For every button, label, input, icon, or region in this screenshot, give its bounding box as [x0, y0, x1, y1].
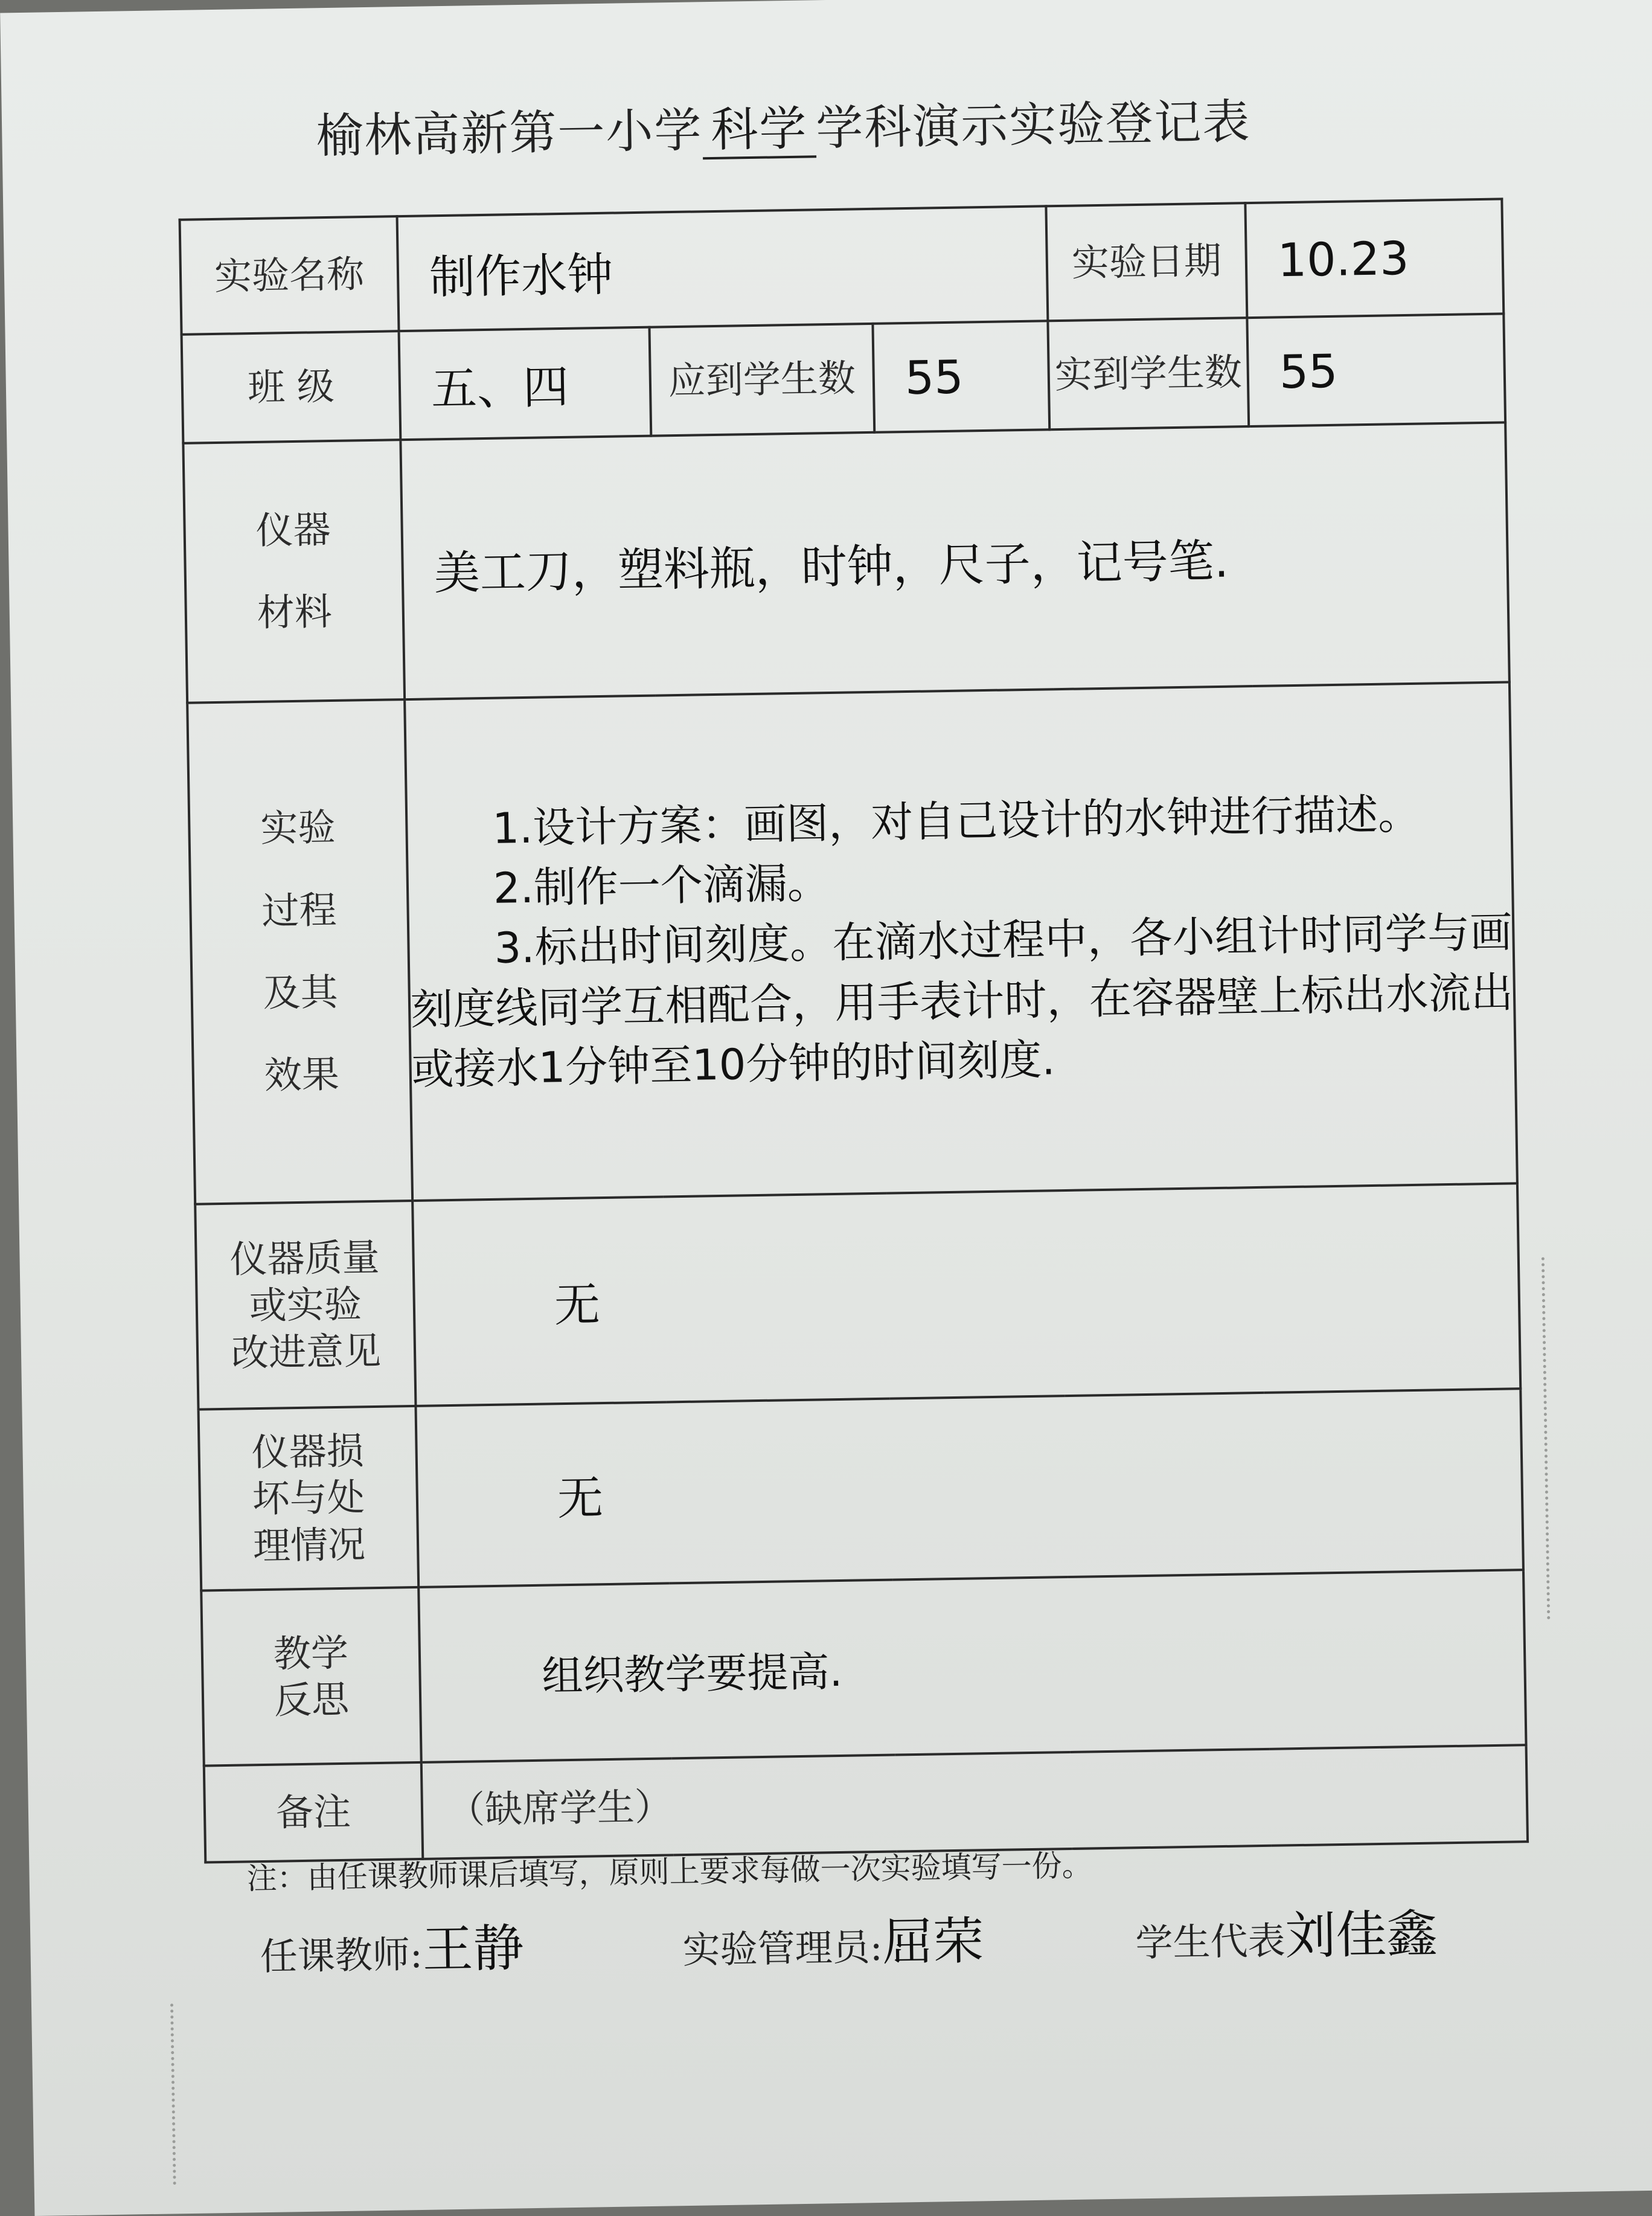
reflection-label — [201, 1587, 421, 1766]
title-prefix: 榆林高新第一小学 — [315, 103, 703, 164]
materials-label-line-2: 材料 — [257, 589, 333, 635]
student-signature — [1135, 1893, 1438, 1971]
process-step-3: 3.标出时间刻度。在滴水过程中，各小组计时同学与画刻度线同学互相配合，用手表计时，在容器壁上标出水流出或接水1分钟至10分钟的时间刻度. — [410, 907, 1514, 1095]
name-value: 制作水钟 — [397, 206, 1048, 331]
admin-signature — [682, 1900, 985, 1978]
row-materials — [183, 422, 1509, 702]
student-value: 刘佳鑫 — [1284, 1904, 1438, 1966]
remarks-value: （缺席学生） — [421, 1745, 1528, 1859]
damage-label-line-3: 理情况 — [252, 1522, 366, 1568]
student-label: 学生代表 — [1135, 1918, 1286, 1965]
row-damage — [199, 1389, 1523, 1590]
date-label: 实验日期 — [1046, 203, 1247, 321]
class-value: 五、四 — [399, 327, 652, 440]
reflection-label-line-2: 反思 — [274, 1677, 350, 1723]
scan-noise — [170, 2003, 180, 2185]
page-title — [315, 82, 1403, 166]
damage-label-line-2: 坏与处 — [252, 1475, 365, 1521]
experiment-register-table — [179, 198, 1529, 1863]
title-subject: 科学 — [702, 103, 816, 159]
expected-label: 应到学生数 — [649, 324, 874, 436]
process-step-2: 2.制作一个滴漏。 — [493, 858, 830, 913]
quality-label — [195, 1201, 415, 1410]
row-class — [182, 313, 1506, 443]
quality-label-line-3: 改进意见 — [231, 1328, 382, 1375]
process-label-line-1: 实验 — [260, 805, 336, 851]
materials-value: 美工刀，塑料瓶，时钟，尺子，记号笔. — [400, 422, 1510, 699]
quality-label-line-1: 仪器质量 — [229, 1235, 380, 1282]
damage-label — [199, 1406, 419, 1591]
title-suffix: 学科演示实验登记表 — [815, 94, 1252, 156]
teacher-signature — [260, 1907, 525, 1985]
actual-label: 实到学生数 — [1048, 318, 1249, 429]
class-label: 班 级 — [182, 331, 401, 443]
name-label: 实验名称 — [180, 216, 399, 335]
materials-label — [183, 440, 405, 703]
row-process — [187, 682, 1517, 1204]
process-step-1: 1.设计方案：画图，对自己设计的水钟进行描述。 — [491, 789, 1421, 853]
row-reflection — [201, 1570, 1526, 1765]
damage-value: 无 — [415, 1389, 1523, 1587]
process-label-line-2: 过程 — [261, 887, 338, 933]
damage-label-line-1: 仪器损 — [251, 1428, 365, 1474]
process-label-line-4: 效果 — [264, 1052, 340, 1098]
process-label-line-3: 及其 — [263, 969, 339, 1015]
scan-noise — [1542, 1257, 1554, 1619]
row-name — [180, 199, 1504, 334]
quality-label-line-2: 或实验 — [249, 1282, 362, 1328]
process-label — [187, 699, 412, 1204]
expected-value: 55 — [872, 321, 1049, 432]
admin-label: 实验管理员: — [682, 1924, 883, 1973]
teacher-value: 王静 — [421, 1918, 525, 1979]
reflection-value: 组织教学要提高. — [418, 1570, 1526, 1762]
admin-value: 屈荣 — [882, 1911, 985, 1972]
quality-value: 无 — [412, 1183, 1520, 1406]
process-value — [405, 682, 1517, 1201]
actual-value: 55 — [1247, 313, 1505, 426]
footnote: 注：由任课教师课后填写，原则上要求每做一次实验填写一份。 — [246, 1848, 1093, 1896]
remarks-label: 备注 — [204, 1762, 423, 1863]
teacher-label: 任课教师: — [260, 1932, 423, 1979]
row-quality — [195, 1183, 1520, 1409]
date-value: 10.23 — [1245, 199, 1503, 318]
materials-label-line-1: 仪器 — [255, 507, 331, 553]
reflection-label-line-1: 教学 — [273, 1630, 349, 1676]
